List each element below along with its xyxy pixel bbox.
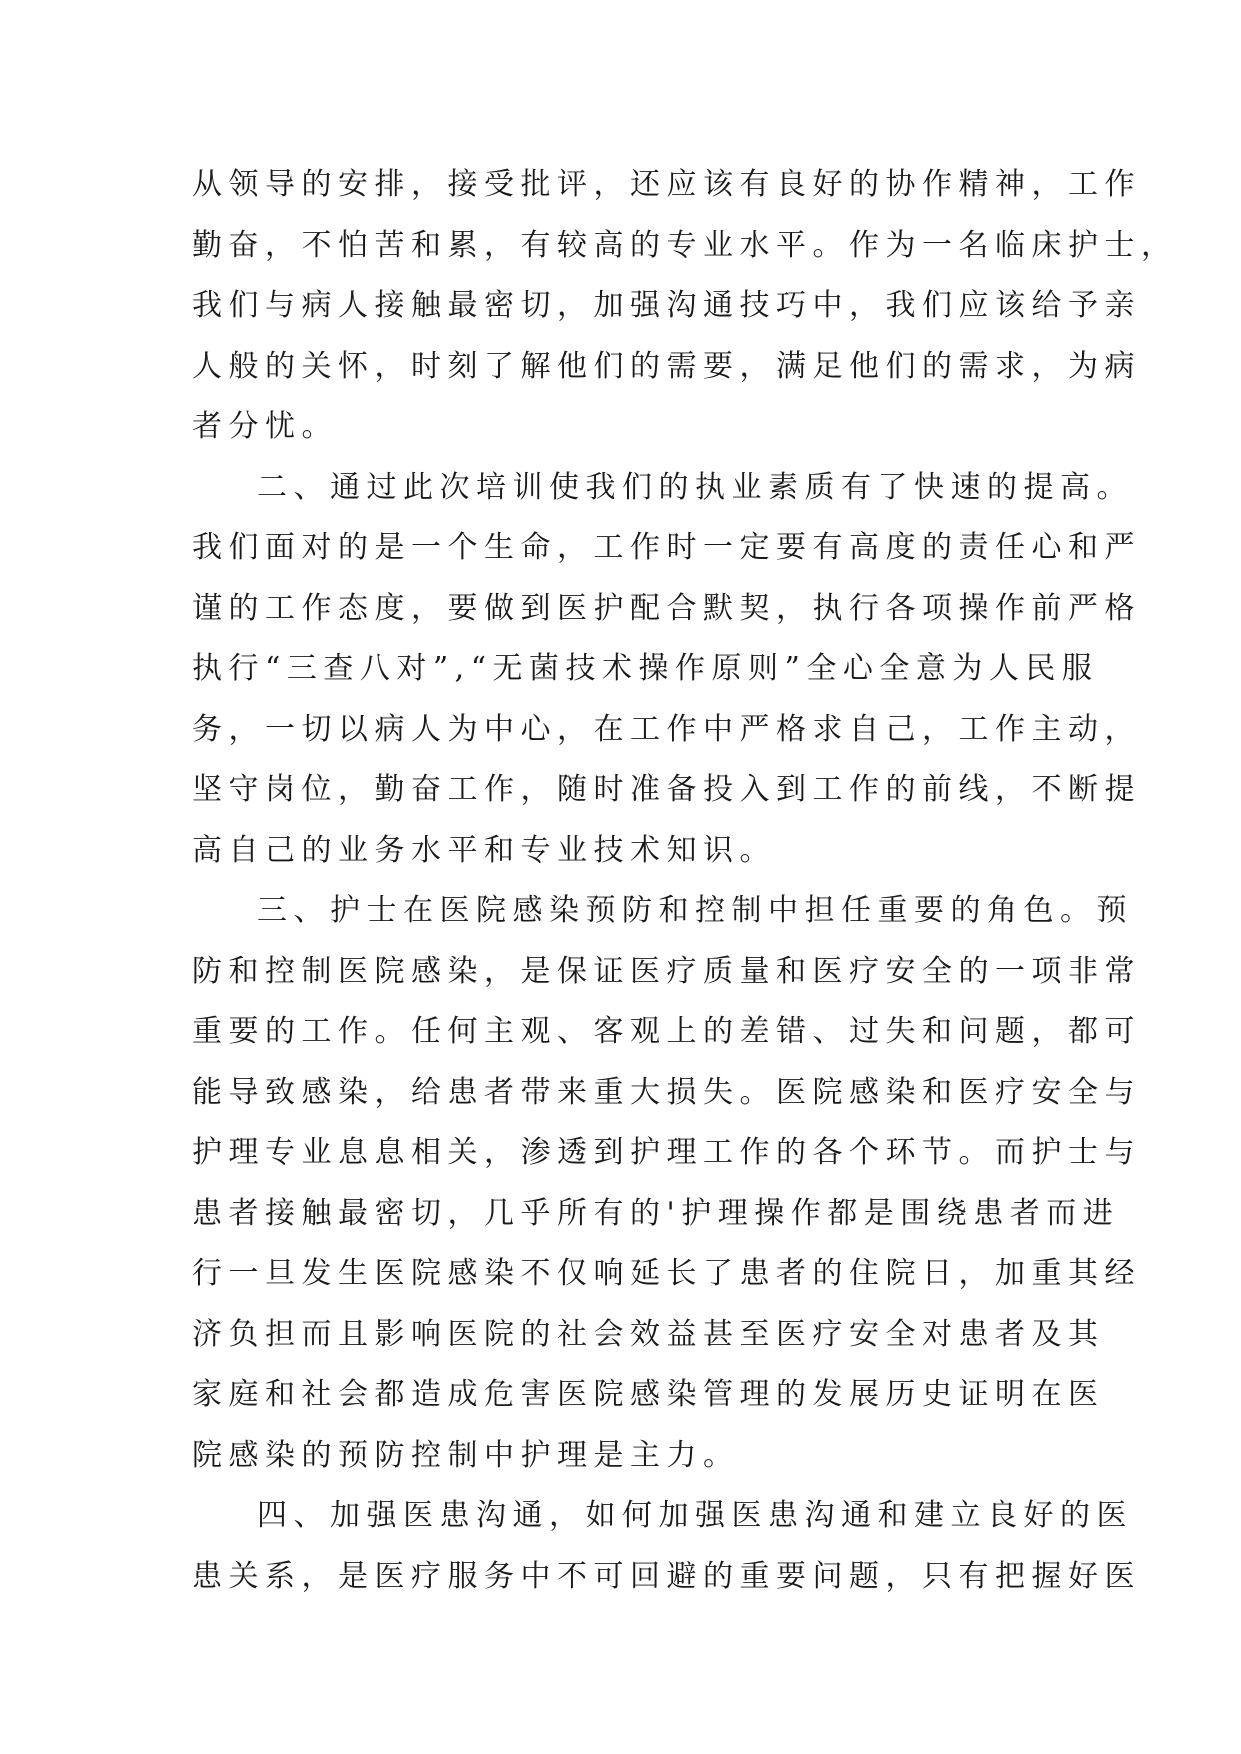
text-line: 执行“三查八对”,“无菌技术操作原则”全心全意为人民服 xyxy=(192,651,1099,686)
text-line: 济负担而且影响医院的社会效益甚至医疗安全对患者及其 xyxy=(192,1316,1105,1352)
document-body xyxy=(192,155,1178,1607)
text-line: 我们与病人接触最密切，加强沟通技巧中，我们应该给予亲 xyxy=(192,288,1141,323)
text-line: 我们面对的是一个生命，工作时一定要有高度的责任心和严 xyxy=(192,530,1141,565)
text-line: 勤奋，不怕苦和累，有较高的专业水平。作为一名临床护士， xyxy=(192,227,1178,263)
text-line: 者分忧。 xyxy=(192,409,338,444)
text-line: 院感染的预防控制中护理是主力。 xyxy=(192,1437,740,1473)
paragraph-heading-line: 四、加强医患沟通，如何加强医患沟通和建立良好的医 xyxy=(257,1498,1133,1533)
paragraph-heading-line: 三、护士在医院感染预防和控制中担任重要的角色。预 xyxy=(257,893,1133,928)
paragraph-heading-line: 二、通过此次培训使我们的执业素质有了快速的提高。 xyxy=(257,469,1133,505)
text-line: 务，一切以病人为中心，在工作中严格求自己，工作主动， xyxy=(192,711,1141,747)
text-line: 谨的工作态度，要做到医护配合默契，执行各项操作前严格 xyxy=(192,590,1141,626)
text-line: 重要的工作。任何主观、客观上的差错、过失和问题，都可 xyxy=(192,1014,1141,1049)
text-line: 护理专业息息相关，渗透到护理工作的各个环节。而护士与 xyxy=(192,1135,1141,1170)
text-line: 能导致感染，给患者带来重大损失。医院感染和医疗安全与 xyxy=(192,1074,1141,1110)
text-line: 人般的关怀，时刻了解他们的需要，满足他们的需求，为病 xyxy=(192,348,1141,384)
text-line: 行一旦发生医院感染不仅响延长了患者的住院日，加重其经 xyxy=(192,1256,1141,1291)
text-line: 高自己的业务水平和专业技术知识。 xyxy=(192,832,776,868)
text-line: 从领导的安排，接受批评，还应该有良好的协作精神，工作 xyxy=(192,167,1141,202)
text-line: 患关系，是医疗服务中不可回避的重要问题，只有把握好医 xyxy=(192,1558,1141,1594)
text-line: 患者接触最密切，几乎所有的'护理操作都是围绕患者而进 xyxy=(192,1195,1120,1231)
text-line: 家庭和社会都造成危害医院感染管理的发展历史证明在医 xyxy=(192,1377,1105,1412)
text-line: 防和控制医院感染，是保证医疗质量和医疗安全的一项非常 xyxy=(192,953,1141,989)
text-line: 坚守岗位，勤奋工作，随时准备投入到工作的前线，不断提 xyxy=(192,772,1141,807)
